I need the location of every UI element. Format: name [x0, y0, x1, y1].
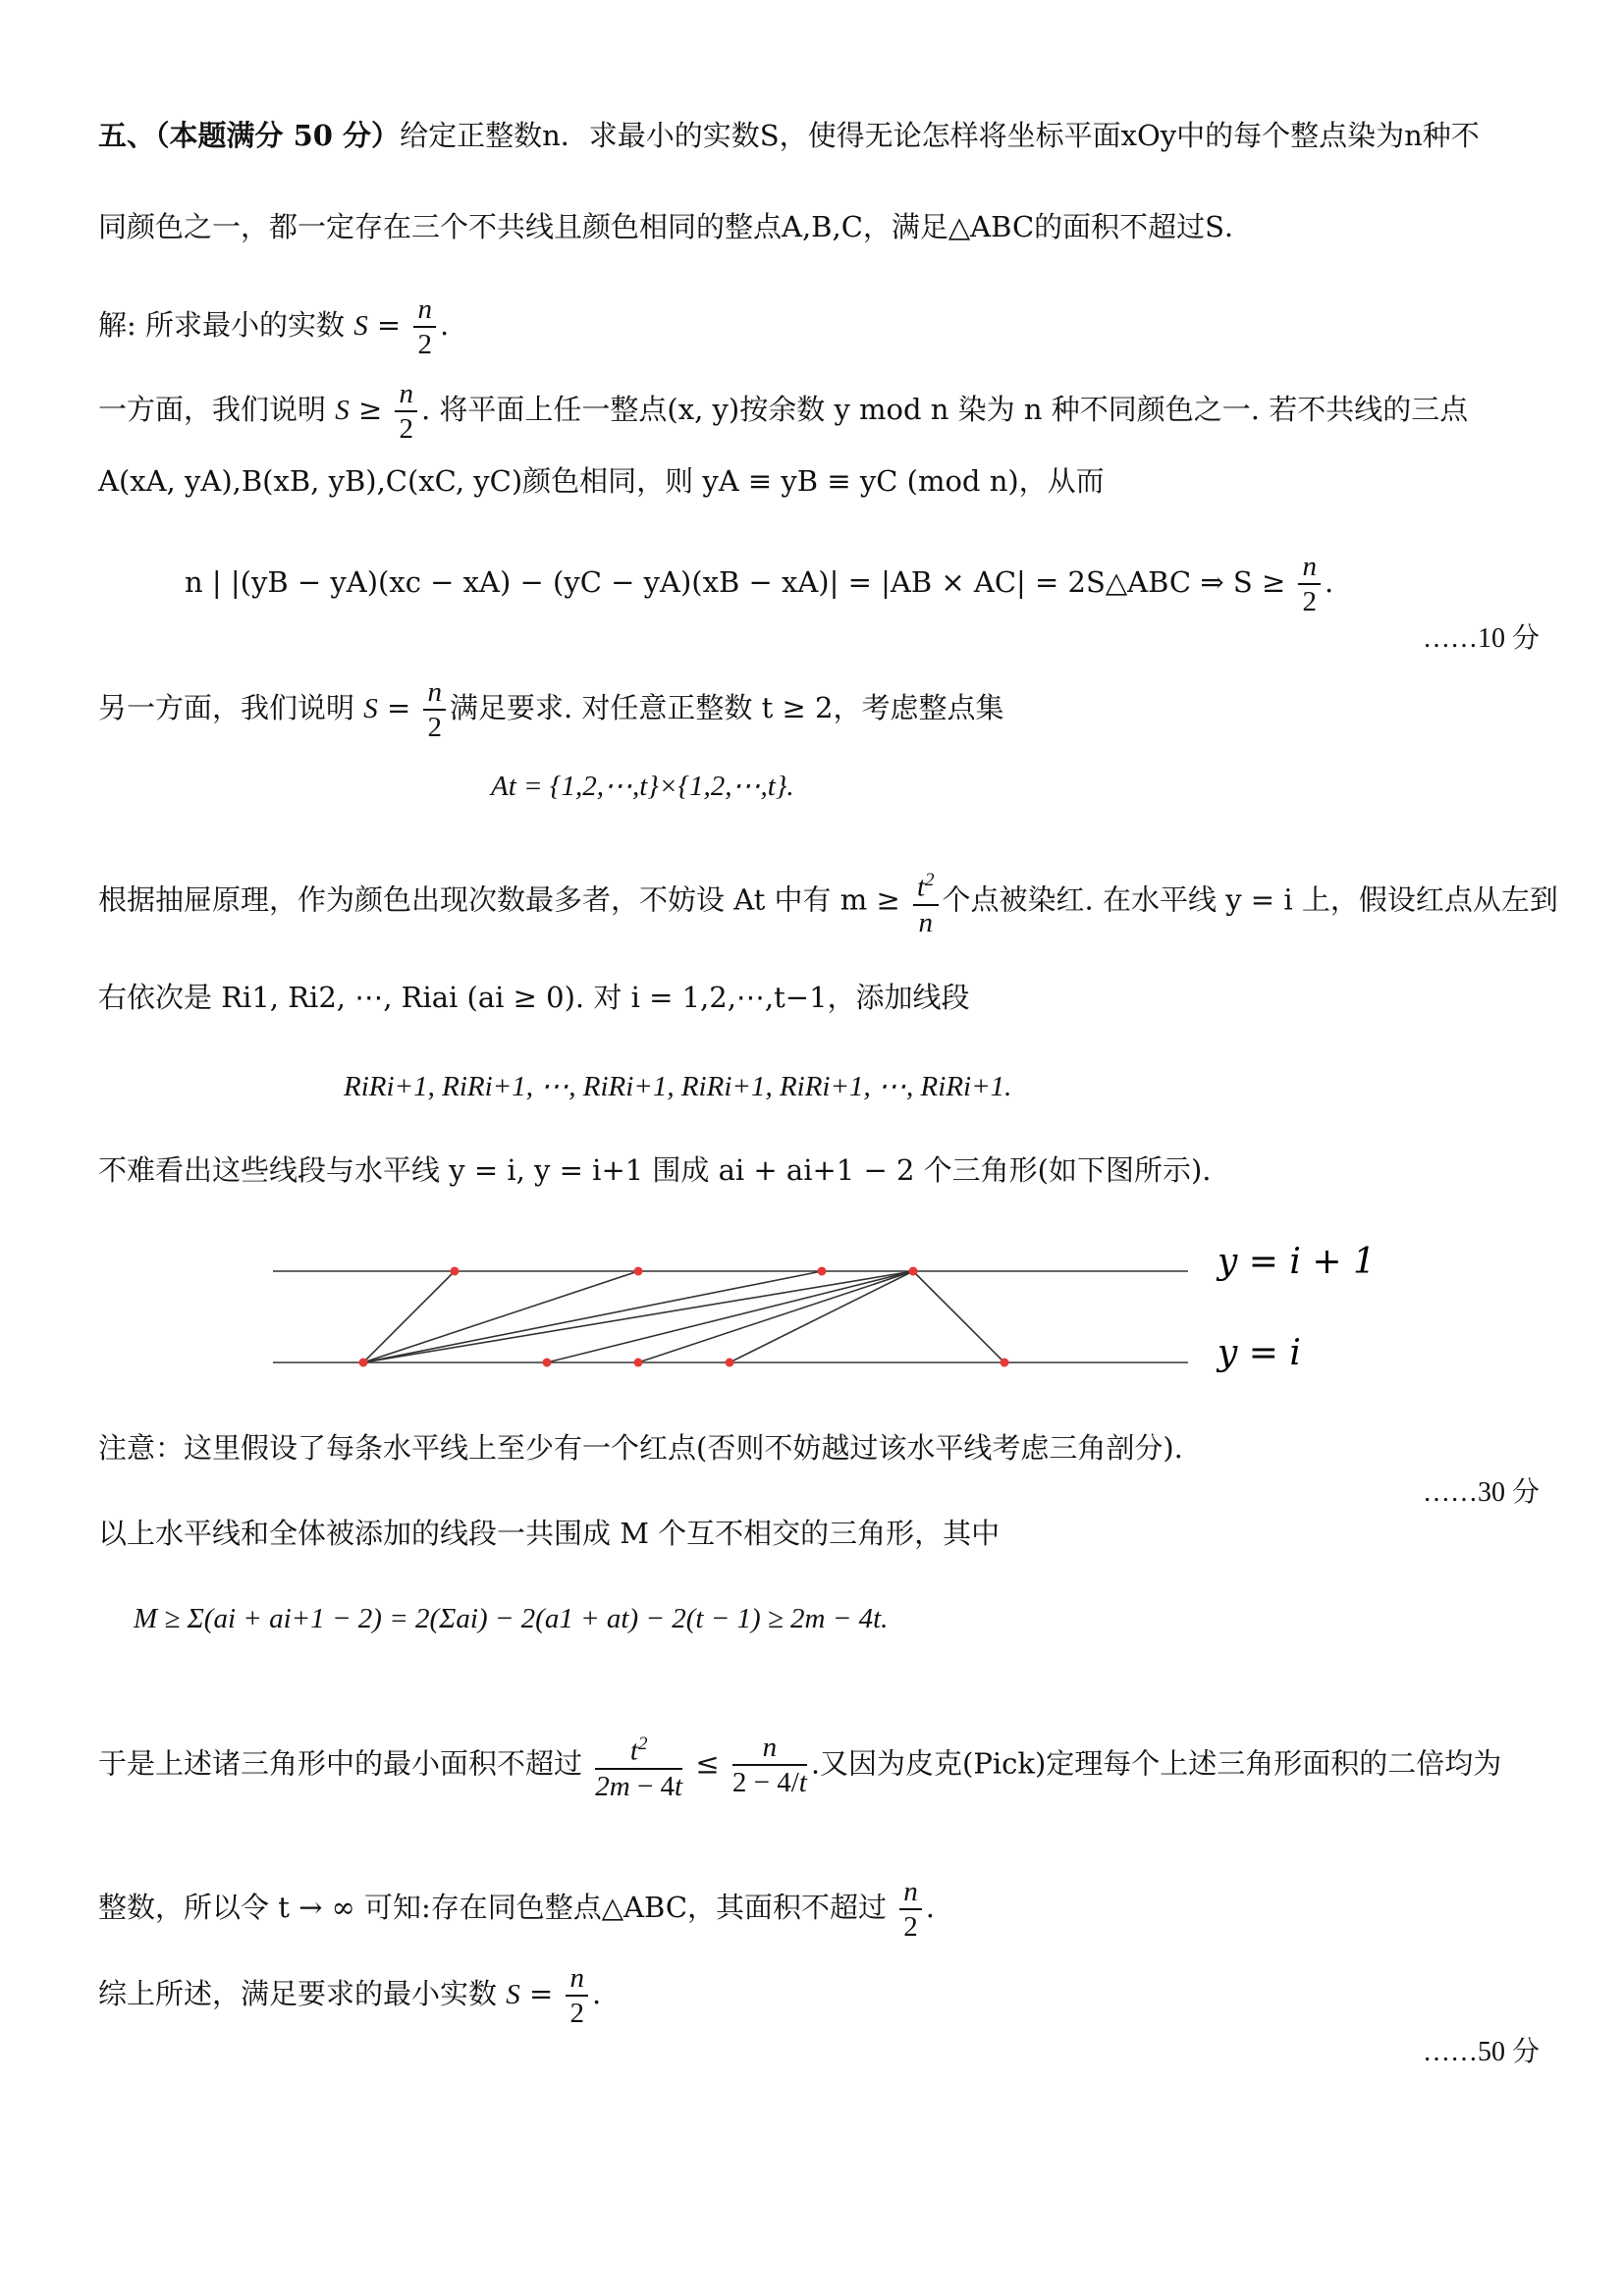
segment: [363, 1271, 822, 1362]
pigeonhole-text-2: 个点被染红. 在水平线 y = i 上，假设红点从左到: [942, 882, 1558, 917]
count-formula: [134, 1598, 888, 1638]
red-point: [818, 1267, 827, 1276]
fraction-n-over-2: $\frac{n}{2}$: [423, 675, 446, 744]
area-text-2: .又因为皮克(Pick)定理每个上述三角形面积的二倍均为: [810, 1746, 1502, 1781]
figure-lines: [273, 1271, 1188, 1362]
fraction-n-over-2: $\frac{n}{2}$: [899, 1875, 922, 1944]
set-definition-text: At = {1,2,⋯,t}×{1,2,⋯,t}.: [491, 771, 794, 802]
problem-heading: 五、（本题满分 50 分）: [98, 119, 401, 152]
segments-line: [344, 1066, 1011, 1106]
count-line: [98, 1514, 1000, 1553]
red-point: [634, 1359, 643, 1367]
count-formula-text: M ≥ Σ(ai + ai+1 − 2) = 2(Σai) − 2(a1 + at) − 2(t − 1) ≥ 2m − 4t.: [134, 1603, 889, 1634]
limit-text: 整数，所以令 t → ∞ 可知:存在同色整点△ABC，其面积不超过: [98, 1891, 888, 1924]
one-side-text-1: 一方面，我们说明: [98, 393, 327, 426]
pigeonhole-line: [98, 864, 1558, 939]
other-side-text-1: 另一方面，我们说明: [98, 691, 355, 724]
area-text-1: 于是上述诸三角形中的最小面积不超过: [98, 1746, 583, 1781]
label-bottom-line: y = i: [1218, 1333, 1301, 1373]
figure-points: [359, 1267, 1009, 1367]
red-point: [359, 1359, 368, 1367]
conclusion-text: 综上所述，满足要求的最小实数: [98, 1977, 498, 2010]
problem-text-1: 给定正整数n．求最小的实数S，使得无论怎样将坐标平面xOy中的每个整点染为n种不: [400, 119, 1480, 152]
segment: [363, 1271, 913, 1362]
segment: [730, 1271, 913, 1362]
order-line: [98, 978, 970, 1017]
answer-prefix: 解: 所求最小的实数: [98, 308, 345, 342]
red-point: [1001, 1359, 1009, 1367]
red-point: [451, 1267, 460, 1276]
score-30: ……30 分: [1422, 1477, 1540, 1508]
fraction-n-over-2-minus-4-over-t: $\frac{n}{2 - 4/t}$: [731, 1732, 807, 1799]
area-line: 于是上述诸三角形中的最小面积不超过 $\frac{t^2}{2m - 4t}$ ≤ $\frac{n}{2 - 4/t}$ .又因为皮克(Pick)定理每个上述三角形面积的二倍均为: [98, 1728, 1501, 1803]
divisibility-formula: n | |(yB − yA)(xc − xA) − (yC − yA)(xB − xA)| = |AB × AC| = 2S△ABC ⇒ S ≥: [185, 565, 1286, 599]
segment: [547, 1271, 913, 1362]
conclusion-line: 综上所述，满足要求的最小实数 S = $\frac{n}{2}$ .: [98, 1962, 602, 2029]
fraction-n-over-2: $\frac{n}{2}$: [413, 293, 436, 361]
count-text: 以上水平线和全体被添加的线段一共围成 M 个互不相交的三角形，其中: [98, 1517, 1001, 1550]
segments-text: RiRi+1, RiRi+1, ⋯, RiRi+1, RiRi+1, RiRi+1, ⋯, RiRi+1.: [344, 1071, 1012, 1102]
red-point: [909, 1267, 918, 1276]
other-side-line: 另一方面，我们说明 S = $\frac{n}{2}$ 满足要求. 对任意正整数 t ≥ 2，考虑整点集: [98, 676, 1004, 743]
score-10: ……10 分: [1422, 623, 1540, 654]
pigeonhole-text-1: 根据抽屉原理，作为颜色出现次数最多者，不妨设 At 中有 m ≥: [98, 882, 900, 917]
note-line: [98, 1428, 1183, 1468]
other-side-text-2: 满足要求. 对任意正整数 t ≥ 2，考虑整点集: [449, 691, 1004, 724]
fraction-n-over-2: $\frac{n}{2}$: [566, 1961, 588, 2030]
one-side-formula: n | |(yB − yA)(xc − xA) − (yC − yA)(xB − xA)| = |AB × AC| = 2S△ABC ⇒ S ≥ $\frac{n}{2}$ .: [185, 551, 1334, 617]
order-line-text: 右依次是 Ri1, Ri2, ⋯, Riai (ai ≥ 0). 对 i = 1,2,⋯,t−1，添加线段: [98, 981, 970, 1014]
fraction-t2-over-n: $\frac{t^2}{n}$: [913, 864, 939, 939]
red-point: [543, 1359, 552, 1367]
fraction-n-over-2: $\frac{n}{2}$: [1298, 550, 1321, 618]
fraction-t2-over-2m-4t: $\frac{t^2}{2m - 4t}$: [595, 1728, 682, 1803]
one-side-text-2: . 将平面上任一整点(x, y)按余数 y mod n 染为 n 种不同颜色之一. 若不共线的三点: [420, 393, 1469, 426]
set-definition: [491, 766, 794, 806]
fraction-n-over-2: $\frac{n}{2}$: [395, 377, 417, 446]
one-side-line-2: [98, 461, 1105, 501]
segment: [913, 1271, 1004, 1362]
note-text: 注意：这里假设了每条水平线上至少有一个红点(否则不妨越过该水平线考虑三角剖分).: [98, 1431, 1183, 1465]
triangles-text: 不难看出这些线段与水平线 y = i, y = i+1 围成 ai + ai+1 − 2 个三角形(如下图所示).: [98, 1153, 1212, 1187]
answer-line: 解: 所求最小的实数 S = $\frac{n}{2}$ .: [98, 294, 450, 360]
segment: [363, 1271, 638, 1362]
problem-text-2: 同颜色之一，都一定存在三个不共线且颜色相同的整点A,B,C，满足△ABC的面积不超过S．: [98, 210, 1254, 243]
label-top-line: y = i + 1: [1218, 1242, 1376, 1282]
score-50: ……50 分: [1422, 2037, 1540, 2067]
segment: [363, 1271, 455, 1362]
red-point: [726, 1359, 734, 1367]
problem-line-1: [98, 116, 1480, 155]
one-side-text-3: A(xA, yA),B(xB, yB),C(xC, yC)颜色相同，则 yA ≡ yB ≡ yC (mod n)，从而: [98, 464, 1105, 498]
triangulation-figure: [0, 1217, 1624, 1374]
triangles-line: [98, 1150, 1212, 1190]
limit-line: 整数，所以令 t → ∞ 可知:存在同色整点△ABC，其面积不超过 $\frac{n}{2}$ .: [98, 1876, 935, 1943]
red-point: [634, 1267, 643, 1276]
one-side-line-1: 一方面，我们说明 S ≥ $\frac{n}{2}$ . 将平面上任一整点(x, y)按余数 y mod n 染为 n 种不同颜色之一. 若不共线的三点: [98, 378, 1469, 445]
problem-line-2: [98, 207, 1253, 246]
segment: [638, 1271, 913, 1362]
